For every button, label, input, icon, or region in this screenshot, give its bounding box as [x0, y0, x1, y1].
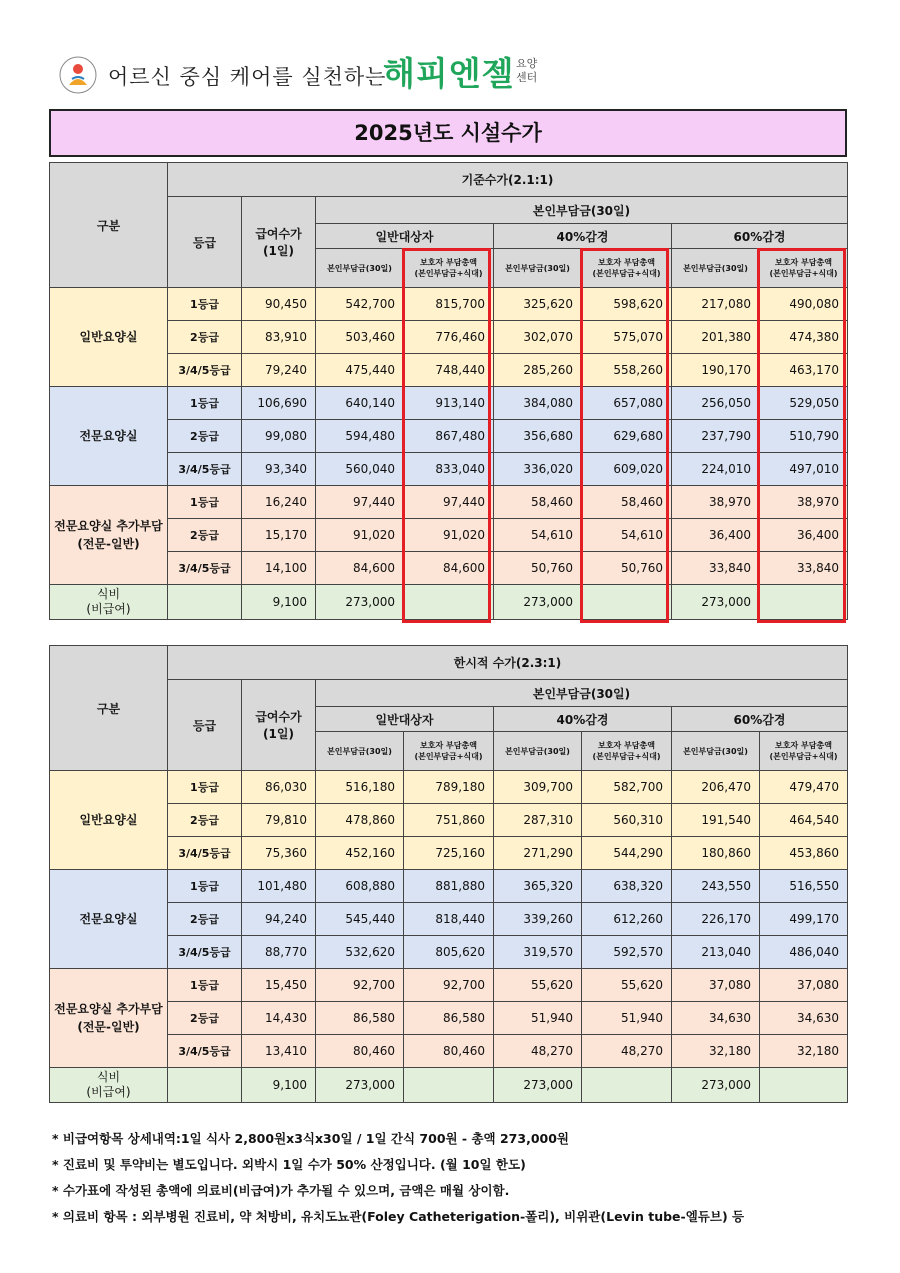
- meal-value-cell: [582, 1068, 672, 1103]
- value-cell: 34,630: [760, 1002, 848, 1035]
- value-cell: 94,240: [242, 903, 316, 936]
- value-cell: 14,430: [242, 1002, 316, 1035]
- table-row: [50, 903, 848, 936]
- value-cell: 50,760: [494, 552, 582, 585]
- grade-cell: 1등급: [168, 387, 242, 420]
- value-cell: 32,180: [760, 1035, 848, 1068]
- value-cell: 336,020: [494, 453, 582, 486]
- value-cell: 503,460: [316, 321, 404, 354]
- table-row: [50, 837, 848, 870]
- value-cell: 339,260: [494, 903, 582, 936]
- grade-cell: 1등급: [168, 870, 242, 903]
- value-cell: 748,440: [404, 354, 494, 387]
- table-row: [50, 519, 848, 552]
- grade-cell: 2등급: [168, 1002, 242, 1035]
- guardian-total-label: 보호자 부담총액: [420, 258, 477, 267]
- value-cell: 516,180: [316, 771, 404, 804]
- value-cell: 285,260: [494, 354, 582, 387]
- header-guardian-total: [404, 249, 494, 288]
- value-cell: 80,460: [404, 1035, 494, 1068]
- meal-category-cell: 식비 (비급여): [50, 1068, 168, 1103]
- grade-cell: 1등급: [168, 771, 242, 804]
- value-cell: 776,460: [404, 321, 494, 354]
- value-cell: 356,680: [494, 420, 582, 453]
- guardian-total-label: 보호자 부담총액: [775, 741, 832, 750]
- center-logo: [58, 55, 98, 95]
- value-cell: 226,170: [672, 903, 760, 936]
- value-cell: 99,080: [242, 420, 316, 453]
- value-cell: 464,540: [760, 804, 848, 837]
- header-guardian-total: [404, 732, 494, 771]
- value-cell: 75,360: [242, 837, 316, 870]
- guardian-total-label: 보호자 부담총액: [420, 741, 477, 750]
- table-row: [50, 1035, 848, 1068]
- guardian-total-sub: (본인부담금+식대): [414, 752, 483, 761]
- meal-value-cell: [404, 1068, 494, 1103]
- brand-sub-1: 요양: [516, 57, 538, 70]
- grade-cell: 1등급: [168, 288, 242, 321]
- value-cell: 497,010: [760, 453, 848, 486]
- guardian-total-label: 보호자 부담총액: [598, 258, 655, 267]
- header-reduce-40: 40%감경: [494, 224, 672, 249]
- table-row: [50, 1002, 848, 1035]
- header-reduce-60: 60%감경: [672, 224, 848, 249]
- value-cell: 325,620: [494, 288, 582, 321]
- value-cell: 479,470: [760, 771, 848, 804]
- value-cell: 79,240: [242, 354, 316, 387]
- header-guardian-total: [760, 732, 848, 771]
- value-cell: 55,620: [494, 969, 582, 1002]
- value-cell: 582,700: [582, 771, 672, 804]
- value-cell: 58,460: [494, 486, 582, 519]
- value-cell: 575,070: [582, 321, 672, 354]
- value-cell: 92,700: [316, 969, 404, 1002]
- value-cell: 91,020: [404, 519, 494, 552]
- header-gubun: 구분: [50, 163, 168, 288]
- value-cell: 474,380: [760, 321, 848, 354]
- value-cell: 867,480: [404, 420, 494, 453]
- table-row: [50, 486, 848, 519]
- value-cell: 640,140: [316, 387, 404, 420]
- grade-cell: 3/4/5등급: [168, 552, 242, 585]
- header-reduce-40: 40%감경: [494, 707, 672, 732]
- value-cell: 191,540: [672, 804, 760, 837]
- grade-cell: 2등급: [168, 420, 242, 453]
- value-cell: 15,450: [242, 969, 316, 1002]
- grade-cell: 3/4/5등급: [168, 837, 242, 870]
- value-cell: 97,440: [316, 486, 404, 519]
- page-title: 2025년도 시설수가: [49, 109, 847, 157]
- value-cell: 594,480: [316, 420, 404, 453]
- value-cell: 243,550: [672, 870, 760, 903]
- value-cell: 16,240: [242, 486, 316, 519]
- table-row: [50, 552, 848, 585]
- meal-value-cell: 9,100: [242, 585, 316, 620]
- value-cell: 598,620: [582, 288, 672, 321]
- table-row: [50, 453, 848, 486]
- header-guardian-total: [760, 249, 848, 288]
- header-guardian-total: [582, 732, 672, 771]
- table-row: [50, 771, 848, 804]
- value-cell: 55,620: [582, 969, 672, 1002]
- guardian-total-label: 보호자 부담총액: [598, 741, 655, 750]
- meal-value-cell: [760, 585, 848, 620]
- value-cell: 34,630: [672, 1002, 760, 1035]
- guardian-total-label: 보호자 부담총액: [775, 258, 832, 267]
- meal-value-cell: 273,000: [672, 585, 760, 620]
- value-cell: 48,270: [494, 1035, 582, 1068]
- value-cell: 815,700: [404, 288, 494, 321]
- value-cell: 608,880: [316, 870, 404, 903]
- grade-cell: 2등급: [168, 804, 242, 837]
- meal-grade-cell: [168, 585, 242, 620]
- value-cell: 609,020: [582, 453, 672, 486]
- value-cell: 490,080: [760, 288, 848, 321]
- meal-value-cell: 273,000: [494, 1068, 582, 1103]
- value-cell: 789,180: [404, 771, 494, 804]
- value-cell: 309,700: [494, 771, 582, 804]
- table-row: [50, 936, 848, 969]
- header-grade: 등급: [168, 680, 242, 771]
- value-cell: 287,310: [494, 804, 582, 837]
- header-daily-fee: 급여수가 (1일): [242, 680, 316, 771]
- value-cell: 560,040: [316, 453, 404, 486]
- grade-cell: 1등급: [168, 486, 242, 519]
- value-cell: 657,080: [582, 387, 672, 420]
- meal-value-cell: 273,000: [316, 1068, 404, 1103]
- meal-value-cell: 273,000: [316, 585, 404, 620]
- value-cell: 54,610: [494, 519, 582, 552]
- guardian-total-sub: (본인부담금+식대): [769, 752, 838, 761]
- value-cell: 638,320: [582, 870, 672, 903]
- grade-cell: 3/4/5등급: [168, 1035, 242, 1068]
- value-cell: 545,440: [316, 903, 404, 936]
- value-cell: 475,440: [316, 354, 404, 387]
- value-cell: 38,970: [760, 486, 848, 519]
- table-heading: 기준수가(2.1:1): [168, 163, 848, 197]
- value-cell: 93,340: [242, 453, 316, 486]
- header-self-pay-30: 본인부담금(30일): [672, 249, 760, 288]
- value-cell: 13,410: [242, 1035, 316, 1068]
- header-daily-fee: 급여수가 (1일): [242, 197, 316, 288]
- header-grade: 등급: [168, 197, 242, 288]
- value-cell: 92,700: [404, 969, 494, 1002]
- meal-value-cell: 9,100: [242, 1068, 316, 1103]
- value-cell: 37,080: [672, 969, 760, 1002]
- value-cell: 190,170: [672, 354, 760, 387]
- value-cell: 499,170: [760, 903, 848, 936]
- value-cell: 101,480: [242, 870, 316, 903]
- table-row: [50, 387, 848, 420]
- meal-value-cell: 273,000: [494, 585, 582, 620]
- value-cell: 256,050: [672, 387, 760, 420]
- header-self-pay-30: 본인부담금(30일): [316, 732, 404, 771]
- guardian-total-sub: (본인부담금+식대): [592, 269, 661, 278]
- header-general-target: 일반대상자: [316, 707, 494, 732]
- meal-value-cell: [582, 585, 672, 620]
- value-cell: 33,840: [760, 552, 848, 585]
- temporary-fee-table: [49, 645, 848, 1103]
- value-cell: 79,810: [242, 804, 316, 837]
- value-cell: 32,180: [672, 1035, 760, 1068]
- value-cell: 544,290: [582, 837, 672, 870]
- grade-cell: 2등급: [168, 321, 242, 354]
- meal-value-cell: [760, 1068, 848, 1103]
- value-cell: 302,070: [494, 321, 582, 354]
- grade-cell: 1등급: [168, 969, 242, 1002]
- value-cell: 319,570: [494, 936, 582, 969]
- value-cell: 206,470: [672, 771, 760, 804]
- table-row: [50, 321, 848, 354]
- value-cell: 51,940: [494, 1002, 582, 1035]
- header-guardian-total: [582, 249, 672, 288]
- value-cell: 84,600: [404, 552, 494, 585]
- value-cell: 38,970: [672, 486, 760, 519]
- table-heading: 한시적 수가(2.3:1): [168, 646, 848, 680]
- value-cell: 486,040: [760, 936, 848, 969]
- value-cell: 36,400: [760, 519, 848, 552]
- value-cell: 201,380: [672, 321, 760, 354]
- value-cell: 558,260: [582, 354, 672, 387]
- value-cell: 83,910: [242, 321, 316, 354]
- value-cell: 629,680: [582, 420, 672, 453]
- header-self-pay-30: 본인부담금(30일): [672, 732, 760, 771]
- value-cell: 106,690: [242, 387, 316, 420]
- category-cell: 전문요양실 추가부담 (전문-일반): [50, 969, 168, 1068]
- value-cell: 97,440: [404, 486, 494, 519]
- value-cell: 88,770: [242, 936, 316, 969]
- header-self-pay-30: 본인부담금(30일): [494, 249, 582, 288]
- guardian-total-sub: (본인부담금+식대): [414, 269, 483, 278]
- value-cell: 50,760: [582, 552, 672, 585]
- note-2: * 진료비 및 투약비는 별도입니다. 외박시 1일 수가 50% 산정입니다. (월 10일 한도): [52, 1157, 526, 1172]
- value-cell: 37,080: [760, 969, 848, 1002]
- meal-value-cell: [404, 585, 494, 620]
- value-cell: 384,080: [494, 387, 582, 420]
- value-cell: 725,160: [404, 837, 494, 870]
- value-cell: 91,020: [316, 519, 404, 552]
- value-cell: 453,860: [760, 837, 848, 870]
- slogan: 어르신 중심 케어를 실천하는: [108, 65, 387, 89]
- header-gubun: 구분: [50, 646, 168, 771]
- value-cell: 478,860: [316, 804, 404, 837]
- category-cell: 전문요양실: [50, 387, 168, 486]
- value-cell: 751,860: [404, 804, 494, 837]
- value-cell: 86,580: [316, 1002, 404, 1035]
- value-cell: 86,030: [242, 771, 316, 804]
- brand-sub: [516, 57, 537, 85]
- value-cell: 881,880: [404, 870, 494, 903]
- value-cell: 84,600: [316, 552, 404, 585]
- value-cell: 833,040: [404, 453, 494, 486]
- header-self-pay-30: 본인부담금(30일): [316, 249, 404, 288]
- value-cell: 54,610: [582, 519, 672, 552]
- value-cell: 15,170: [242, 519, 316, 552]
- value-cell: 86,580: [404, 1002, 494, 1035]
- note-3: * 수가표에 작성된 총액에 의료비(비급여)가 추가될 수 있으며, 금액은 매월 상이함.: [52, 1183, 510, 1198]
- value-cell: 224,010: [672, 453, 760, 486]
- table-row: [50, 354, 848, 387]
- grade-cell: 2등급: [168, 903, 242, 936]
- value-cell: 58,460: [582, 486, 672, 519]
- value-cell: 463,170: [760, 354, 848, 387]
- value-cell: 48,270: [582, 1035, 672, 1068]
- standard-fee-table: [49, 162, 848, 620]
- category-cell: 전문요양실: [50, 870, 168, 969]
- value-cell: 33,840: [672, 552, 760, 585]
- value-cell: 560,310: [582, 804, 672, 837]
- value-cell: 818,440: [404, 903, 494, 936]
- value-cell: 213,040: [672, 936, 760, 969]
- table-row: [50, 804, 848, 837]
- category-cell: 일반요양실: [50, 288, 168, 387]
- table-row: [50, 420, 848, 453]
- value-cell: 80,460: [316, 1035, 404, 1068]
- value-cell: 36,400: [672, 519, 760, 552]
- meal-category-cell: 식비 (비급여): [50, 585, 168, 620]
- brand-sub-2: 센터: [516, 71, 538, 84]
- brand-name: 해피엔젤: [383, 54, 515, 93]
- grade-cell: 3/4/5등급: [168, 936, 242, 969]
- meal-value-cell: 273,000: [672, 1068, 760, 1103]
- value-cell: 529,050: [760, 387, 848, 420]
- value-cell: 516,550: [760, 870, 848, 903]
- value-cell: 612,260: [582, 903, 672, 936]
- value-cell: 14,100: [242, 552, 316, 585]
- category-cell: 일반요양실: [50, 771, 168, 870]
- note-1: * 비급여항목 상세내역:1일 식사 2,800원x3식x30일 / 1일 간식 700원 - 총액 273,000원: [52, 1131, 569, 1146]
- header-reduce-60: 60%감경: [672, 707, 848, 732]
- header-self-pay: 본인부담금(30일): [316, 680, 848, 707]
- notes: [52, 1126, 744, 1230]
- grade-cell: 3/4/5등급: [168, 453, 242, 486]
- value-cell: 542,700: [316, 288, 404, 321]
- note-4: * 의료비 항목 : 외부병원 진료비, 약 처방비, 유치도뇨관(Foley Catheterigation-폴리), 비위관(Levin tube-엘듀브) 등: [52, 1209, 745, 1224]
- meal-row: [50, 585, 848, 620]
- header-self-pay: 본인부담금(30일): [316, 197, 848, 224]
- table-row: [50, 870, 848, 903]
- value-cell: 532,620: [316, 936, 404, 969]
- value-cell: 180,860: [672, 837, 760, 870]
- value-cell: 90,450: [242, 288, 316, 321]
- value-cell: 510,790: [760, 420, 848, 453]
- guardian-total-sub: (본인부담금+식대): [769, 269, 838, 278]
- value-cell: 271,290: [494, 837, 582, 870]
- header-self-pay-30: 본인부담금(30일): [494, 732, 582, 771]
- category-cell: 전문요양실 추가부담 (전문-일반): [50, 486, 168, 585]
- value-cell: 51,940: [582, 1002, 672, 1035]
- value-cell: 913,140: [404, 387, 494, 420]
- value-cell: 237,790: [672, 420, 760, 453]
- meal-grade-cell: [168, 1068, 242, 1103]
- table-row: [50, 969, 848, 1002]
- value-cell: 365,320: [494, 870, 582, 903]
- value-cell: 805,620: [404, 936, 494, 969]
- value-cell: 217,080: [672, 288, 760, 321]
- meal-row: [50, 1068, 848, 1103]
- value-cell: 452,160: [316, 837, 404, 870]
- table-row: [50, 288, 848, 321]
- header-general-target: 일반대상자: [316, 224, 494, 249]
- grade-cell: 3/4/5등급: [168, 354, 242, 387]
- grade-cell: 2등급: [168, 519, 242, 552]
- value-cell: 592,570: [582, 936, 672, 969]
- guardian-total-sub: (본인부담금+식대): [592, 752, 661, 761]
